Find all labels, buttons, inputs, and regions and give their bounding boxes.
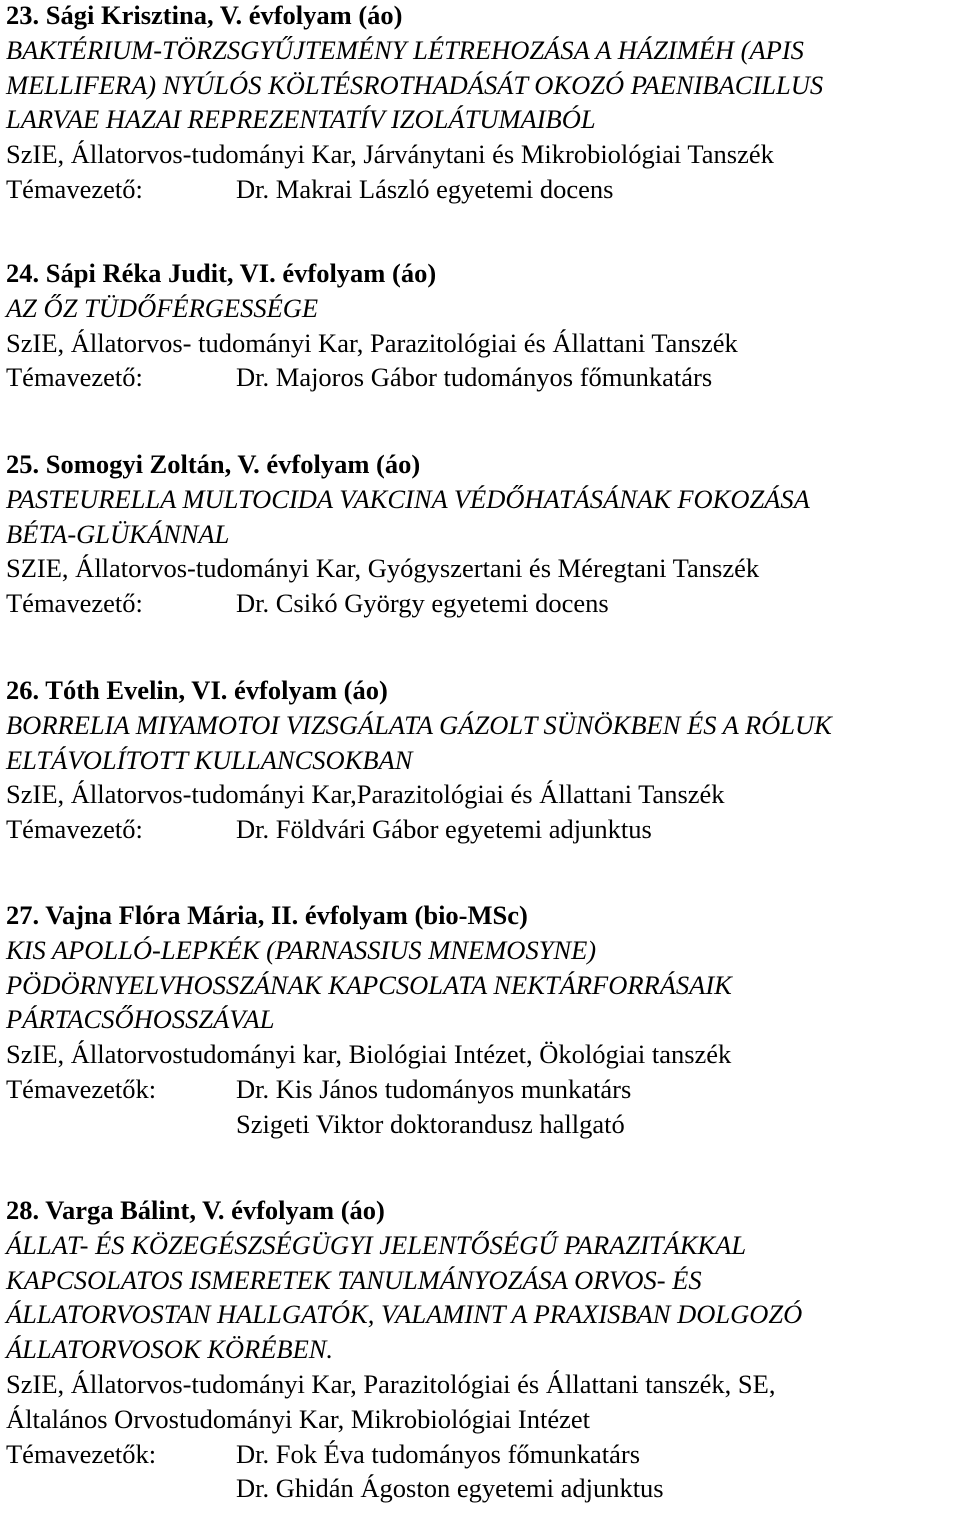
entry-institution: SzIE, Állatorvos- tudományi Kar, Parazitológiai és Állattani Tanszék bbox=[6, 327, 738, 358]
entry-title-line: MELLIFERA) NYÚLÓS KÖLTÉSROTHADÁSÁT OKOZÓ PAENIBACILLUS bbox=[6, 69, 824, 100]
supervisor-name: Dr. Ghidán Ágoston egyetemi adjunktus bbox=[236, 1473, 664, 1504]
entry-title-line: BORRELIA MIYAMOTOI VIZSGÁLATA GÁZOLT SÜNÖKBEN ÉS A RÓLUK bbox=[6, 709, 832, 740]
supervisor-label: Témavezető: bbox=[6, 362, 143, 393]
entry-title-line: AZ ŐZ TÜDŐFÉRGESSÉGE bbox=[6, 292, 319, 323]
supervisor-label: Témavezető: bbox=[6, 588, 143, 619]
entry-supervisor-row bbox=[6, 1107, 960, 1142]
entry-title-line: ELTÁVOLÍTOTT KULLANCSOKBAN bbox=[6, 744, 413, 775]
entry-institution: SZIE, Állatorvos-tudományi Kar, Gyógyszertani és Méregtani Tanszék bbox=[6, 553, 760, 584]
entry-title-line: KAPCSOLATOS ISMERETEK TANULMÁNYOZÁSA ORVOS- ÉS bbox=[6, 1264, 702, 1295]
entry-supervisor-row bbox=[6, 360, 960, 395]
supervisor-name: Dr. Fok Éva tudományos főmunkatárs bbox=[236, 1438, 641, 1469]
entry-title-line: BAKTÉRIUM-TÖRZSGYŰJTEMÉNY LÉTREHOZÁSA A HÁZIMÉH (APIS bbox=[6, 34, 804, 65]
entry-title-line: KIS APOLLÓ-LEPKÉK (PARNASSIUS MNEMOSYNE) bbox=[6, 934, 597, 965]
entry-title-line: BÉTA-GLÜKÁNNAL bbox=[6, 518, 230, 549]
supervisor-name: Dr. Csikó György egyetemi docens bbox=[236, 588, 609, 619]
supervisor-label: Témavezető: bbox=[6, 173, 143, 204]
entry-heading: 24. Sápi Réka Judit, VI. évfolyam (áo) bbox=[6, 258, 437, 288]
entry-supervisor-row bbox=[6, 812, 960, 847]
entry-supervisor-row bbox=[6, 172, 960, 207]
entry-supervisor-row bbox=[6, 586, 960, 621]
entry-supervisor-row bbox=[6, 1471, 960, 1506]
supervisor-name: Dr. Földvári Gábor egyetemi adjunktus bbox=[236, 814, 652, 845]
entry-title-line: ÁLLATORVOSOK KÖRÉBEN. bbox=[6, 1334, 334, 1365]
entry-heading: 28. Varga Bálint, V. évfolyam (áo) bbox=[6, 1195, 385, 1225]
entry-24 bbox=[6, 256, 960, 395]
supervisor-name: Dr. Kis János tudományos munkatárs bbox=[236, 1073, 632, 1104]
entry-heading: 23. Sági Krisztina, V. évfolyam (áo) bbox=[6, 0, 403, 30]
entry-institution: SzIE, Állatorvos-tudományi Kar, Járványtani és Mikrobiológiai Tanszék bbox=[6, 139, 774, 170]
entry-title-line: PÁRTACSŐHOSSZÁVAL bbox=[6, 1004, 275, 1035]
supervisor-label: Témavezetők: bbox=[6, 1073, 157, 1104]
entry-27 bbox=[6, 898, 960, 1142]
entry-title-line: PASTEURELLA MULTOCIDA VAKCINA VÉDŐHATÁSÁNAK FOKOZÁSA bbox=[6, 483, 810, 514]
entry-title-line: PÖDÖRNYELVHOSSZÁNAK KAPCSOLATA NEKTÁRFORRÁSAIK bbox=[6, 969, 732, 1000]
entry-institution: SzIE, Állatorvos-tudományi Kar, Parazitológiai és Állattani tanszék, SE, bbox=[6, 1368, 776, 1399]
entry-28 bbox=[6, 1193, 960, 1506]
supervisor-label: Témavezetők: bbox=[6, 1438, 157, 1469]
supervisor-name: Szigeti Viktor doktorandusz hallgató bbox=[236, 1108, 625, 1139]
supervisor-label: Témavezető: bbox=[6, 814, 143, 845]
supervisor-name: Dr. Majoros Gábor tudományos főmunkatárs bbox=[236, 362, 713, 393]
entry-supervisor-row bbox=[6, 1072, 960, 1107]
entry-title-line: LARVAE HAZAI REPREZENTATÍV IZOLÁTUMAIBÓL bbox=[6, 104, 596, 135]
entry-institution: Általános Orvostudományi Kar, Mikrobiológiai Intézet bbox=[6, 1403, 591, 1434]
entry-26 bbox=[6, 673, 960, 847]
entry-heading: 25. Somogyi Zoltán, V. évfolyam (áo) bbox=[6, 449, 421, 479]
entry-23 bbox=[6, 0, 960, 207]
entry-heading: 27. Vajna Flóra Mária, II. évfolyam (bio-MSc) bbox=[6, 900, 528, 930]
entry-25 bbox=[6, 447, 960, 621]
supervisor-name: Dr. Makrai László egyetemi docens bbox=[236, 173, 614, 204]
entry-heading: 26. Tóth Evelin, VI. évfolyam (áo) bbox=[6, 675, 388, 705]
entry-title-line: ÁLLATORVOSTAN HALLGATÓK, VALAMINT A PRAXISBAN DOLGOZÓ bbox=[6, 1299, 803, 1330]
entry-institution: SzIE, Állatorvos-tudományi Kar,Parazitológiai és Állattani Tanszék bbox=[6, 779, 725, 810]
entry-supervisor-row bbox=[6, 1437, 960, 1472]
entry-institution: SzIE, Állatorvostudományi kar, Biológiai Intézet, Ökológiai tanszék bbox=[6, 1039, 732, 1070]
entry-title-line: ÁLLAT- ÉS KÖZEGÉSZSÉGÜGYI JELENTŐSÉGŰ PARAZITÁKKAL bbox=[6, 1229, 747, 1260]
